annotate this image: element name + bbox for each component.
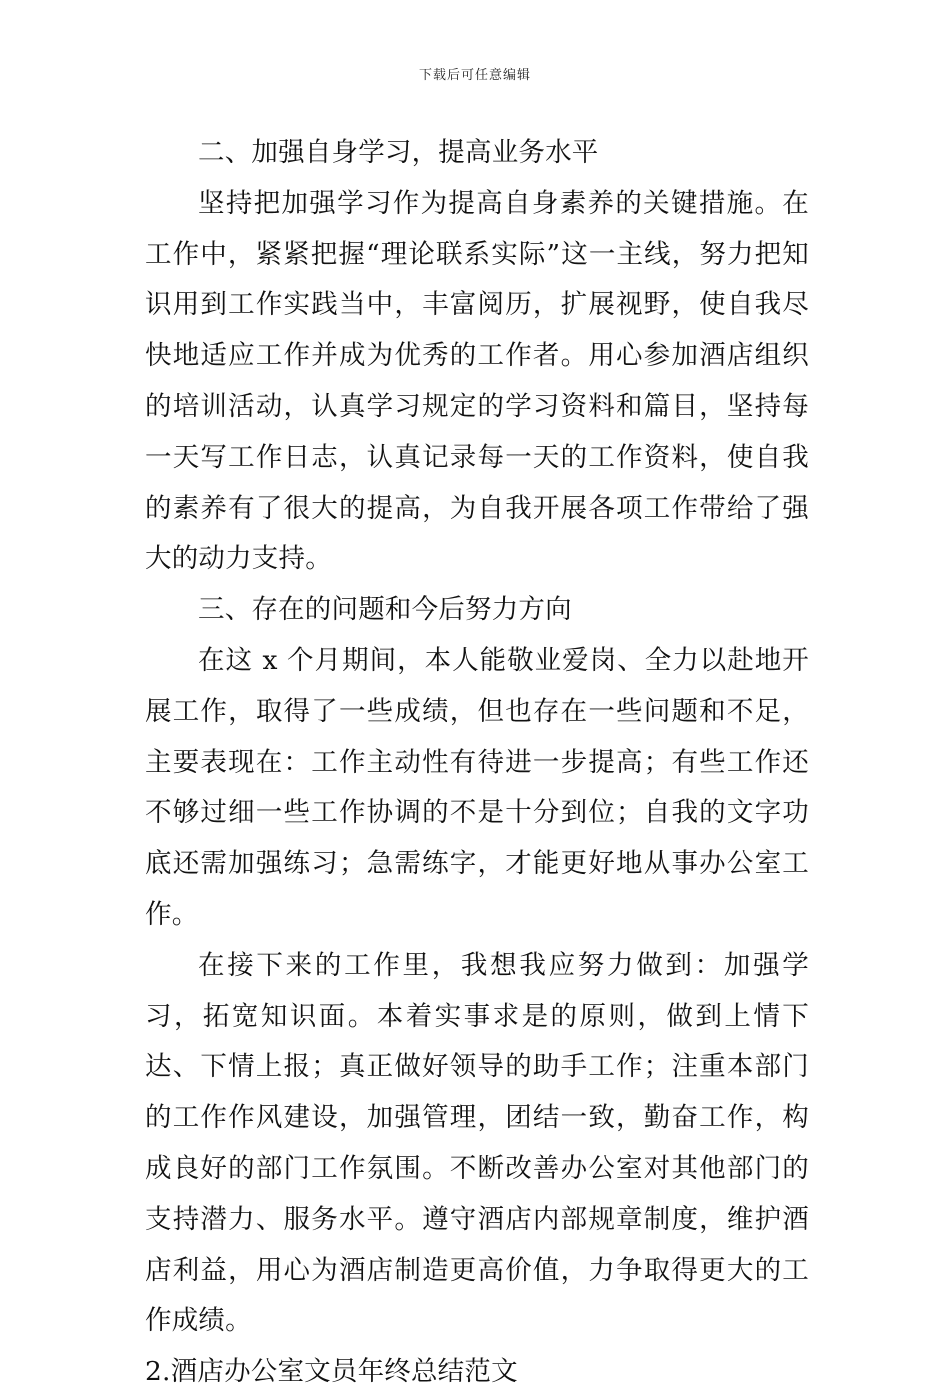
next-article-title: 2.酒店办公室文员年终总结范文 (145, 1356, 518, 1388)
section-heading-3: 三、存在的问题和今后努力方向 (198, 594, 572, 626)
paragraph-problems: 在这 x 个月期间，本人能敬业爱岗、全力以赴地开展工作，取得了一些成绩，但也存在一些问题和不足，主要表现在：工作主动性有待进一步提高；有些工作还不够过细一些工作协调的不是十分到位；自我的文字功底还需加强练习；急需练字，才能更好地从事办公室工作。 (145, 644, 809, 930)
section-heading-2: 二、加强自身学习，提高业务水平 (198, 137, 599, 168)
page-header: 下载后可任意编辑 (418, 68, 531, 83)
paragraph-plans: 在接下来的工作里，我想我应努力做到：加强学习，拓宽知识面。本着实事求是的原则，做到上情下达、下情上报；真正做好领导的助手工作；注重本部门的工作作风建设，加强管理，团结一致，勤奋工作，构成良好的部门工作氛围。不断改善办公室对其他部门的支持潜力、服务水平。遵守酒店内部规章制度，维护酒店利益，用心为酒店制造更高价值，力争取得更大的工作成绩。 (145, 949, 809, 1337)
document-body (145, 128, 809, 1398)
paragraph-study: 坚持把加强学习作为提高自身素养的关键措施。在工作中，紧紧把握“理论联系实际”这一主线，努力把知识用到工作实践当中，丰富阅历，扩展视野，使自我尽快地适应工作并成为优秀的工作者。用心参加酒店组织的培训活动，认真学习规定的学习资料和篇目，坚持每一天写工作日志，认真记录每一天的工作资料，使自我的素养有了很大的提高，为自我开展各项工作带给了强大的动力支持。 (145, 187, 809, 575)
